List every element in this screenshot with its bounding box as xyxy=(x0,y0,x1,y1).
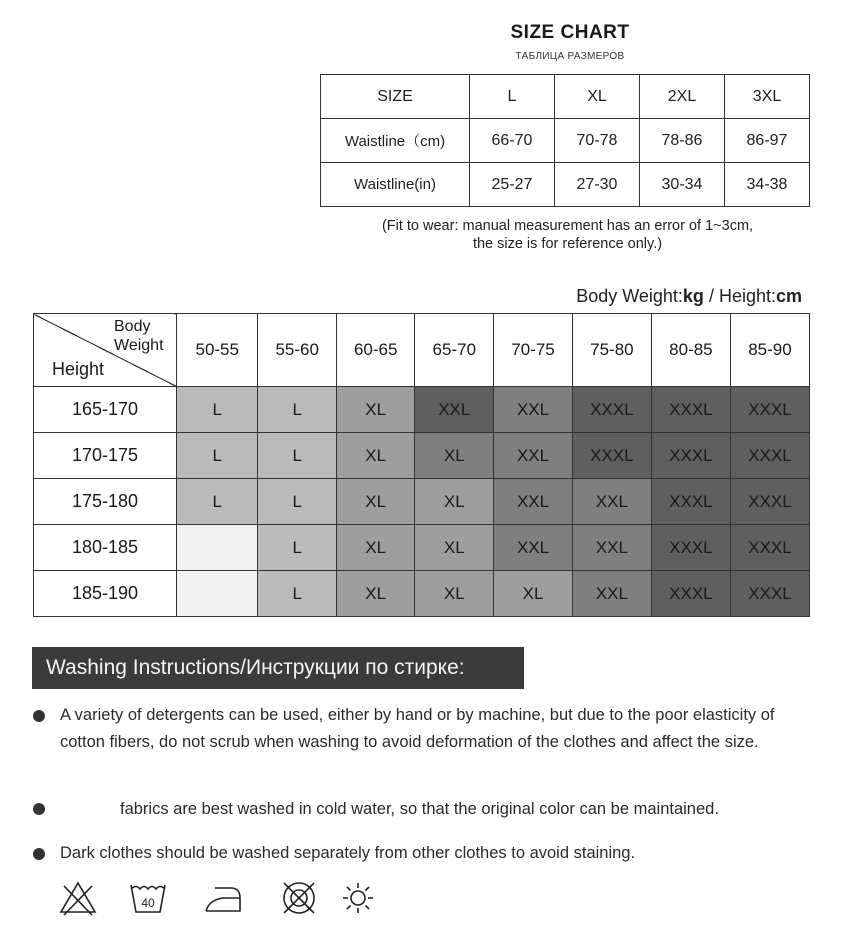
size-recommendation-cell: XL xyxy=(415,433,494,479)
bullet-icon xyxy=(33,803,45,815)
weight-header-cell: 60-65 xyxy=(336,314,415,387)
iron-icon xyxy=(203,878,243,918)
size-recommendation-cell: XL xyxy=(415,525,494,571)
size-recommendation-cell: XXL xyxy=(572,525,651,571)
height-row xyxy=(34,433,810,479)
height-label: 185-190 xyxy=(34,571,177,617)
page-title: SIZE CHART xyxy=(510,22,630,43)
height-label: 165-170 xyxy=(34,387,177,433)
size-recommendation-cell: XXL xyxy=(415,387,494,433)
weight-header-row xyxy=(34,314,810,387)
size-recommendation-cell: XL xyxy=(336,525,415,571)
size-recommendation-cell: XXL xyxy=(494,525,573,571)
note-line: the size is for reference only.) xyxy=(472,236,663,252)
size-recommendation-table xyxy=(33,313,810,617)
size-recommendation-cell: XXXL xyxy=(572,433,651,479)
size-recommendation-cell: XXXL xyxy=(651,479,730,525)
height-label: 170-175 xyxy=(34,433,177,479)
bullet-icon xyxy=(33,848,45,860)
washing-item: A variety of detergents can be used, either by hand or by machine, but due to the poor elasticity of cotton fibers, do not scrub when washing to avoid deformation of the clothes and affect the size. xyxy=(60,706,775,751)
size-recommendation-cell: L xyxy=(258,479,337,525)
size-recommendation-cell: XXXL xyxy=(651,571,730,617)
size-recommendation-cell: XL xyxy=(336,433,415,479)
size-header-cell: L xyxy=(470,75,555,119)
size-recommendation-cell: L xyxy=(258,433,337,479)
size-recommendation-cell: XL xyxy=(415,571,494,617)
washing-header: Washing Instructions/Инструкции по стирке: xyxy=(32,647,524,689)
size-header-cell: 3XL xyxy=(725,75,810,119)
weight-header-cell: 80-85 xyxy=(651,314,730,387)
size-recommendation-cell: XL xyxy=(336,479,415,525)
size-recommendation-cell: L xyxy=(258,525,337,571)
size-cell: 34-38 xyxy=(725,163,810,207)
weight-header-cell: 85-90 xyxy=(730,314,809,387)
size-recommendation-cell: XXL xyxy=(494,387,573,433)
weight-header-cell: 70-75 xyxy=(494,314,573,387)
wash-40-icon xyxy=(128,878,168,918)
washing-item: Dark clothes should be washed separately from other clothes to avoid staining. xyxy=(60,844,636,862)
height-label: 180-185 xyxy=(34,525,177,571)
size-recommendation-cell: XXXL xyxy=(651,387,730,433)
no-bleach-icon xyxy=(58,878,98,918)
size-recommendation-cell: L xyxy=(258,571,337,617)
size-header-cell: 2XL xyxy=(640,75,725,119)
corner-weight-label: Weight xyxy=(114,337,164,354)
size-cell: 25-27 xyxy=(470,163,555,207)
measurement-note xyxy=(300,217,835,253)
weight-unit: kg xyxy=(682,286,704,306)
size-header-cell: XL xyxy=(555,75,640,119)
wash-temperature: 40 xyxy=(141,896,155,910)
size-recommendation-cell: L xyxy=(177,479,258,525)
size-table-row xyxy=(321,119,810,163)
no-tumble-dry-icon xyxy=(279,878,319,918)
size-recommendation-cell: XXL xyxy=(572,571,651,617)
size-recommendation-cell: XXL xyxy=(572,479,651,525)
washing-item: fabrics are best washed in cold water, so that the original color can be maintained. xyxy=(120,800,719,818)
size-recommendation-cell: L xyxy=(258,387,337,433)
size-cell: 86-97 xyxy=(725,119,810,163)
size-recommendation-cell: XXXL xyxy=(730,525,809,571)
weight-header-cell: 75-80 xyxy=(572,314,651,387)
size-cell: 30-34 xyxy=(640,163,725,207)
weight-header-cell: 55-60 xyxy=(258,314,337,387)
size-recommendation-cell: L xyxy=(177,387,258,433)
size-recommendation-cell: XL xyxy=(494,571,573,617)
height-label: 175-180 xyxy=(34,479,177,525)
units-label xyxy=(576,286,802,307)
size-recommendation-cell: XXXL xyxy=(651,525,730,571)
size-recommendation-cell: XXXL xyxy=(730,433,809,479)
size-table-header-row xyxy=(321,75,810,119)
size-recommendation-cell: L xyxy=(177,433,258,479)
weight-header-cell: 65-70 xyxy=(415,314,494,387)
size-table xyxy=(320,74,810,207)
size-recommendation-cell xyxy=(177,571,258,617)
size-recommendation-cell: XXXL xyxy=(651,433,730,479)
size-cell: 27-30 xyxy=(555,163,640,207)
sun-dry-icon xyxy=(338,878,378,918)
bullet-icon xyxy=(33,710,45,722)
units-prefix: Body Weight: xyxy=(576,286,683,306)
note-line: (Fit to wear: manual measurement has an error of 1~3cm, xyxy=(381,218,754,234)
height-row xyxy=(34,571,810,617)
size-cell: 66-70 xyxy=(470,119,555,163)
height-row xyxy=(34,525,810,571)
weight-header-cell: 50-55 xyxy=(177,314,258,387)
size-recommendation-cell: XXXL xyxy=(730,571,809,617)
size-row-label: Waistline（cm) xyxy=(321,119,470,163)
corner-body-label: Body xyxy=(114,318,151,335)
size-recommendation-cell: XL xyxy=(336,387,415,433)
height-unit: cm xyxy=(775,286,802,306)
page-subtitle: ТАБЛИЦА РАЗМЕРОВ xyxy=(515,51,625,62)
size-recommendation-cell: XXL xyxy=(494,433,573,479)
size-table-row xyxy=(321,163,810,207)
size-row-label: Waistline(in) xyxy=(321,163,470,207)
size-recommendation-cell xyxy=(177,525,258,571)
size-recommendation-cell: XXXL xyxy=(730,479,809,525)
size-recommendation-cell: XXXL xyxy=(572,387,651,433)
size-header-cell: SIZE xyxy=(321,75,470,119)
size-recommendation-cell: XXL xyxy=(494,479,573,525)
size-recommendation-cell: XL xyxy=(336,571,415,617)
size-recommendation-cell: XL xyxy=(415,479,494,525)
size-cell: 70-78 xyxy=(555,119,640,163)
height-row xyxy=(34,387,810,433)
size-recommendation-cell: XXXL xyxy=(730,387,809,433)
corner-cell xyxy=(34,314,177,387)
corner-height-label: Height xyxy=(52,359,105,379)
units-sep: / Height: xyxy=(703,286,776,306)
size-cell: 78-86 xyxy=(640,119,725,163)
height-row xyxy=(34,479,810,525)
